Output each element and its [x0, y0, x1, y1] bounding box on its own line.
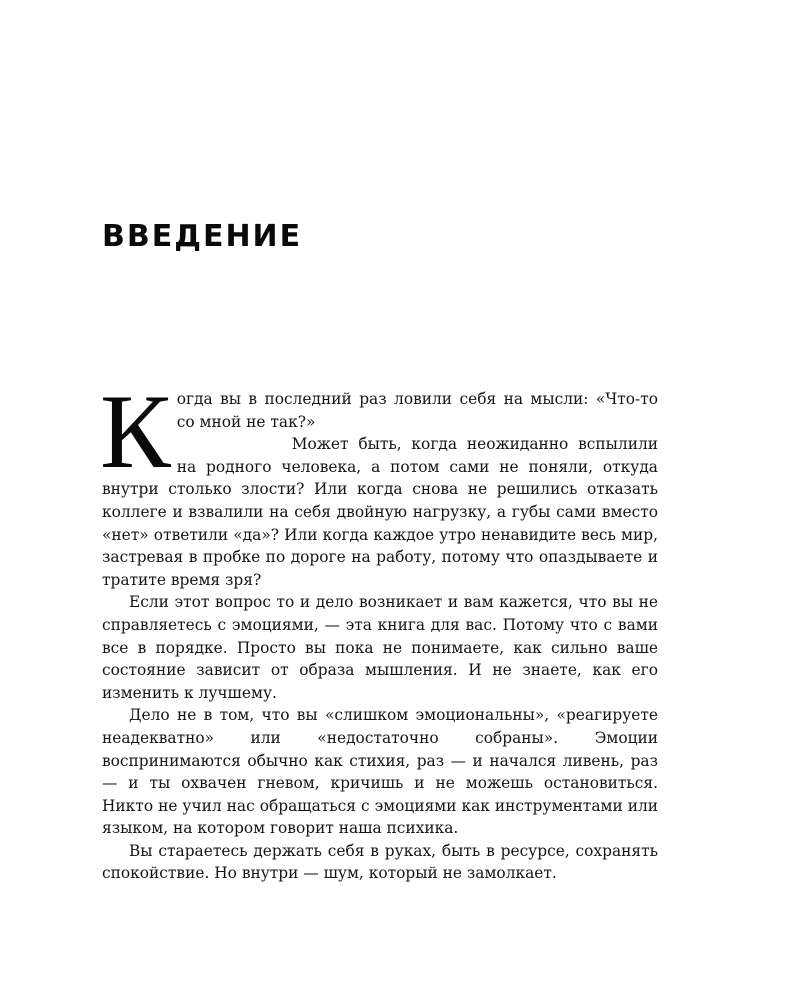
paragraph-4: Вы стараетесь держать себя в руках, быть в ресурсе, сохранять спокойствие. Но внутри — шум, который не замолкает.: [102, 841, 658, 883]
paragraph-1-continuation: Может быть, когда неожиданно вспылили на родного человека, а потом сами не поняли, откуда внутри столько злости? Или когда снова не решились отказать коллеге и взвалили на себя двойную нагрузку, а губы сами вместо «нет» ответили «да»? Или когда каждое утро ненавидите весь мир, застревая в пробке по дороге на работу, потому что опаздываете и тратите время зря?: [102, 435, 658, 589]
chapter-title: ВВЕДЕНИЕ: [102, 219, 303, 254]
body-text: [100, 373, 658, 885]
paragraph-3: Дело не в том, что вы «слишком эмоциональны», «реагируете неадекватно» или «недостаточно собраны». Эмоции воспринимаются обычно как стихия, раз — и начался ливень, раз — и ты охвачен гневом, кричишь и не можешь остановиться. Никто не учил нас обращаться с эмоциями как инструментами или языком, на котором говорит наша психика.: [102, 706, 658, 838]
paragraph-1: [100, 373, 658, 591]
paragraph-1-opening: огда вы в последний раз ловили себя на мысли: «Что-то со мной не так?»: [176, 390, 658, 431]
paragraph-2: Если этот вопрос то и дело возникает и вам кажется, что вы не справляетесь с эмоциями, — эта книга для вас. Потому что с вами все в порядке. Просто вы пока не понимаете, как сильно ваше состояние зависит от образа мышления. И не знаете, как его изменить к лучшему.: [102, 593, 658, 702]
drop-cap: К: [100, 373, 171, 490]
